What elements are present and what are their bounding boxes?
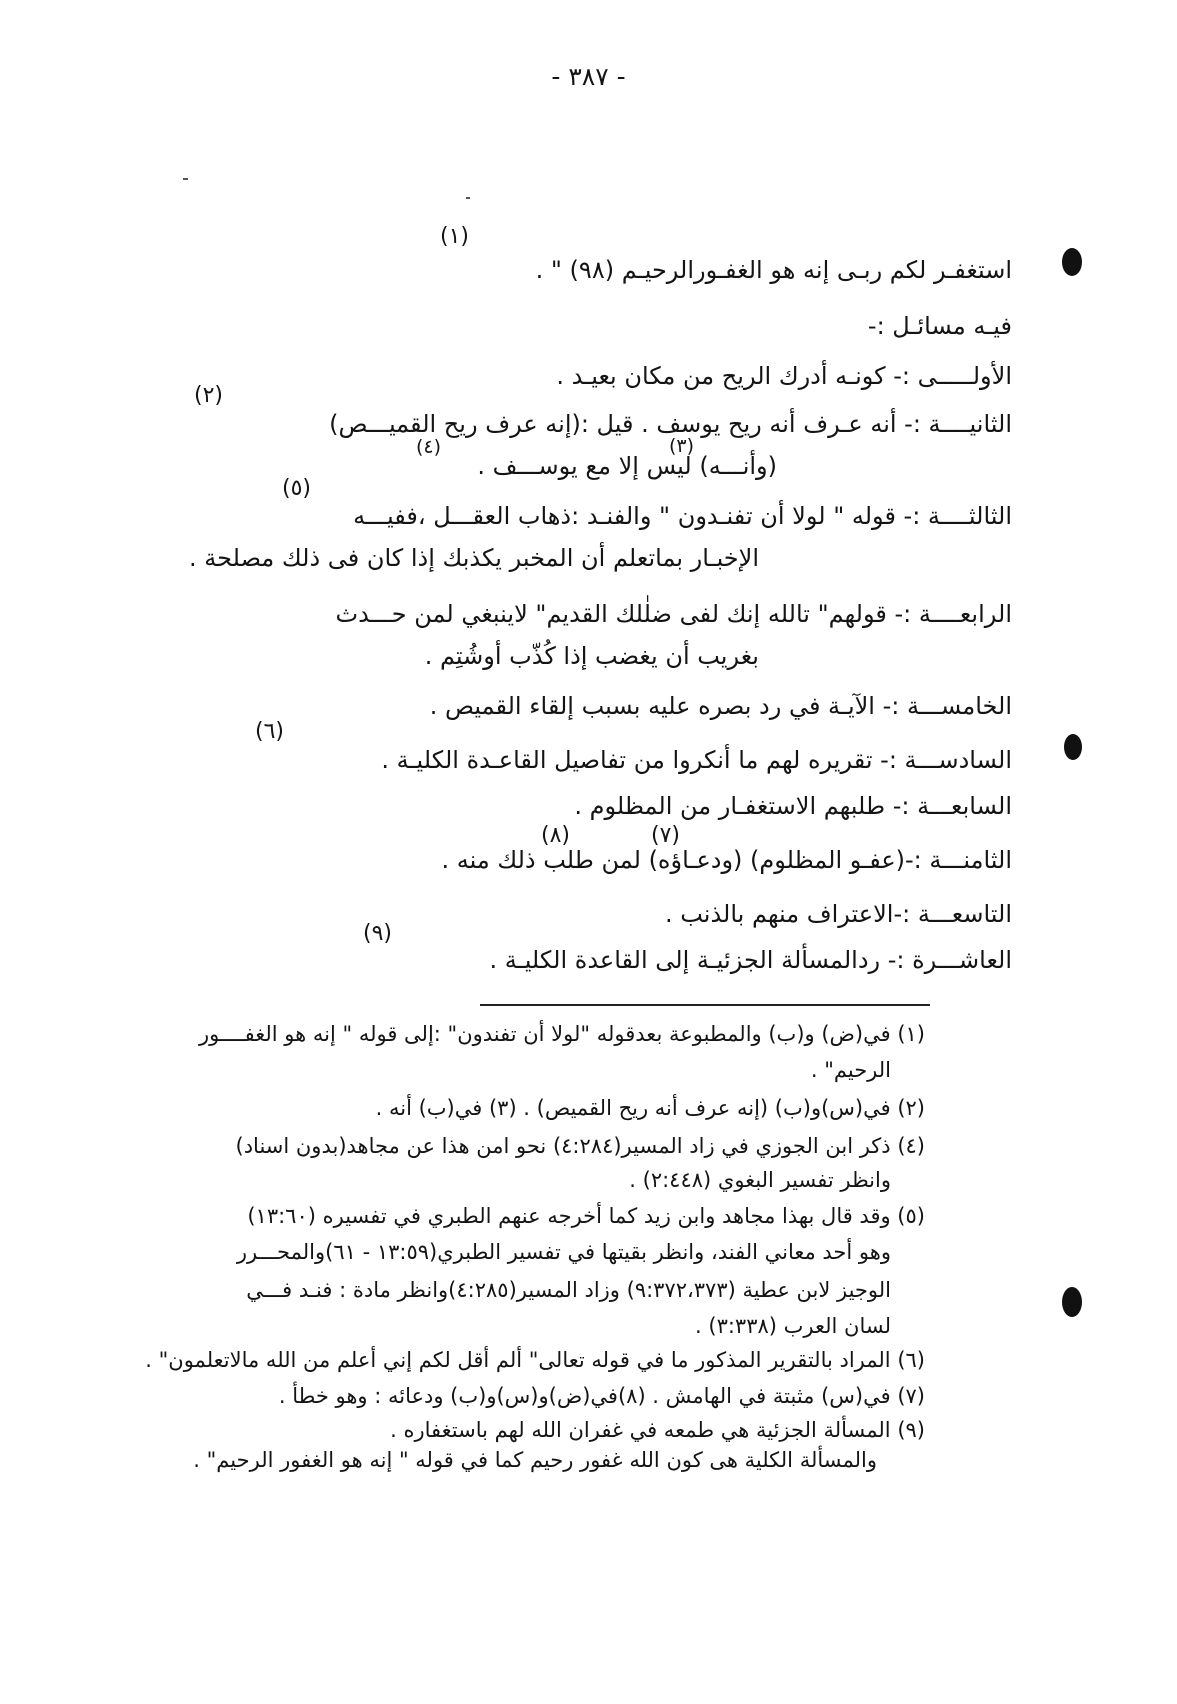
issue-line: السابعـــة :- طلبهم الاستغفـار من المظلوم . <box>574 792 1012 820</box>
ink-blot <box>1064 734 1082 760</box>
scan-speck <box>183 178 188 180</box>
issue-line: العاشـــرة :- ردالمسألة الجزئيـة إلى القاعدة الكليـة . <box>489 946 1012 974</box>
issue-line: (وأنـــه) ليس إلا مع يوســـف . <box>477 452 777 480</box>
footnote-line: (٦) المراد بالتقرير المذكور ما في قوله تعالى" ألم أقل لكم إني أعلم من الله مالاتعلمون" . <box>145 1348 925 1372</box>
footnote-marker-9: (٩) <box>363 921 393 946</box>
footnote-marker-3: (٣) <box>669 435 695 457</box>
footnote-line: وانظر تفسير البغوي (٢:٤٤٨) . <box>629 1168 891 1192</box>
issue-line: التاسعـــة :-الاعتراف منهم بالذنب . <box>664 900 1012 928</box>
issue-line: الثانيــــة :- أنه عـرف أنه ريح يوسف . قيل :(إنه عرف ريح القميـــص) <box>329 410 1012 438</box>
issue-line: الثالثــــة :- قوله " لولا أن تفنـدون " والفنـد :ذهاب العقـــل ،ففيـــه <box>353 502 1012 530</box>
footnote-line: (٢) في(س)و(ب) (إنه عرف أنه ريح القميص) . (٣) في(ب) أنه . <box>375 1096 925 1120</box>
verse-line: استغفـر لكم ربـى إنه هو الغفـورالرحيـم (٩٨) " . <box>535 256 1012 284</box>
footnote-marker-2: (٢) <box>194 383 224 408</box>
issue-line: السادســـة :- تقريره لهم ما أنكروا من تفاصيل القاعـدة الكليـة . <box>381 746 1012 774</box>
footnote-line: وهو أحد معاني الفند، وانظر بقيتها في تفسير الطبري(١٣:٥٩ - ٦١)والمحـــرر <box>236 1240 891 1264</box>
issue-line: الرابعــــة :- قولهم" تالله إنك لفى ضلٰلك القديم" لاينبغي لمن حـــدث <box>335 600 1012 628</box>
footnote-marker-4: (٤) <box>416 436 442 458</box>
footnote-line: (٩) المسألة الجزئية هي طمعه في غفران الله لهم باستغفاره . <box>390 1418 925 1442</box>
issues-intro: فيـه مسائـل :- <box>867 312 1012 340</box>
footnote-marker-6: (٦) <box>255 719 285 744</box>
footnote-marker-8: (٨) <box>541 823 571 848</box>
footnote-marker-7: (٧) <box>651 823 681 848</box>
issue-line: الأولـــــى :- كونـه أدرك الريح من مكان بعيـد . <box>556 362 1012 390</box>
footnote-line: الوجيز لابن عطية (٩:٣٧٢،٣٧٣) وزاد المسير(٤:٢٨٥)وانظر مادة : فنـد فـــي <box>246 1278 891 1302</box>
footnote-line: (٧) في(س) مثبتة في الهامش . (٨)في(ض)و(س)و(ب) ودعائه : وهو خطأ . <box>278 1384 925 1408</box>
footnote-marker-5: (٥) <box>282 476 312 501</box>
footnote-line: (٥) وقد قال بهذا مجاهد وابن زيد كما أخرجه عنهم الطبري في تفسيره (١٣:٦٠) <box>247 1204 925 1228</box>
footnote-line: الرحيم" . <box>810 1058 891 1082</box>
footnote-marker-1: (١) <box>440 224 470 249</box>
scan-speck <box>466 197 470 199</box>
issue-line: الخامســـة :- الآيـة في رد بصره عليه بسبب إلقاء القميص . <box>429 692 1012 720</box>
issue-line: الإخبـار بماتعلم أن المخبر يكذبك إذا كان فى ذلك مصلحة . <box>189 544 759 572</box>
issue-line: بغريب أن يغضب إذا كُذّب أوشُتِم . <box>424 642 759 670</box>
footnote-line: (٤) ذكر ابن الجوزي في زاد المسير(٤:٢٨٤) نحو امن هذا عن مجاهد(بدون اسناد) <box>235 1134 925 1158</box>
footnote-line: والمسألة الكلية هى كون الله غفور رحيم كما في قوله " إنه هو الغفور الرحيم" . <box>193 1448 877 1472</box>
ink-blot <box>1062 248 1082 276</box>
ink-blot <box>1062 1287 1082 1317</box>
footnote-line: (١) في(ض) و(ب) والمطبوعة بعدقوله "لولا أن تفندون" :إلى قوله " إنه هو الغفــــور <box>199 1022 925 1046</box>
page-number: - ٣٨٧ - <box>551 62 626 91</box>
footnote-separator <box>480 1004 930 1006</box>
issue-line: الثامنـــة :-(عفـو المظلوم) (ودعـاؤه) لمن طلب ذلك منه . <box>441 846 1012 874</box>
footnote-line: لسان العرب (٣:٣٣٨) . <box>695 1314 891 1338</box>
